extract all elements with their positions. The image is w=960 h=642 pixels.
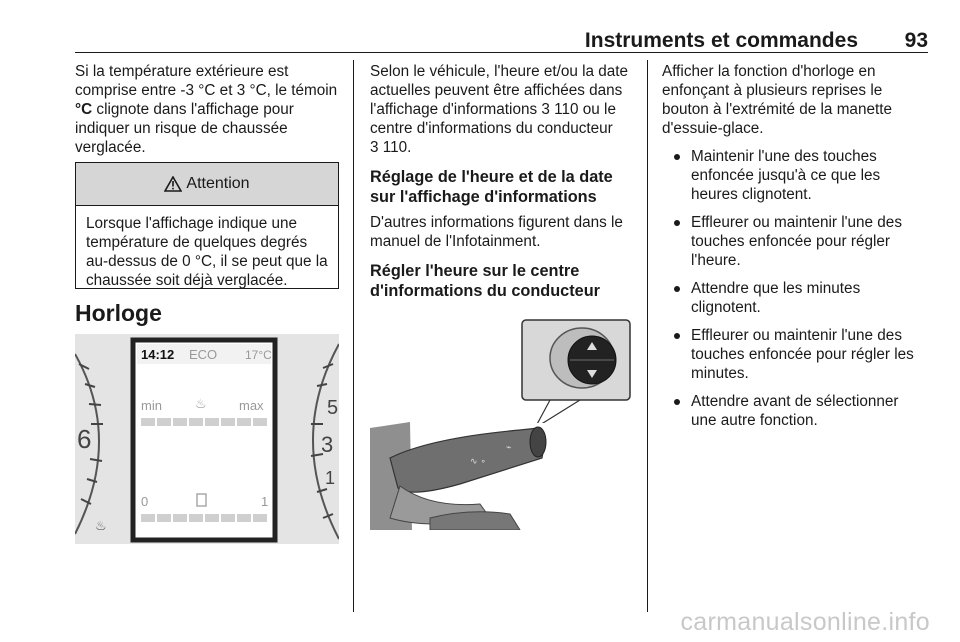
list-item: Attendre que les minutes clignotent. bbox=[662, 279, 928, 317]
display-time: 14:12 bbox=[141, 347, 175, 362]
display-min: min bbox=[141, 398, 162, 413]
clock-intro bbox=[370, 62, 634, 157]
cluster-display-figure bbox=[75, 334, 339, 544]
svg-text:∿ ∘: ∿ ∘ bbox=[470, 457, 487, 467]
infotainment-note: D'autres informations figurent dans le manuel de l'Infotainment. bbox=[370, 214, 623, 250]
column-2 bbox=[370, 62, 634, 301]
wiper-stalk-figure bbox=[370, 318, 634, 530]
watermark: carmanualsonline.info bbox=[680, 608, 930, 636]
list-item: Effleurer ou maintenir l'une des touches enfoncée pour régler l'heure. bbox=[662, 213, 928, 270]
column-divider-2 bbox=[647, 60, 648, 612]
display-eco: ECO bbox=[189, 347, 218, 362]
attention-title: Attention bbox=[186, 175, 250, 192]
page-ref-1[interactable]: 3 110 bbox=[541, 101, 579, 118]
intro-rest: clignote dans l'affichage pour indiquer un risque de chaussée verglacée. bbox=[75, 101, 294, 156]
coolant-icon: ♨ bbox=[195, 397, 207, 412]
clock-display-intro: Afficher la fonction d'horloge en enfonçant à plusieurs reprises le bouton à l'extrémité de la manette d'essuie-glace. bbox=[662, 63, 892, 137]
clock-intro-text: Selon le véhicule, l'heure et/ou la date actuelles peuvent être affichées dans l'affichage d'informations bbox=[370, 63, 629, 118]
svg-text:⌁: ⌁ bbox=[506, 443, 512, 453]
svg-text:♨: ♨ bbox=[95, 519, 107, 534]
page-ref-2[interactable]: 3 110 bbox=[370, 139, 408, 156]
list-item: Maintenir l'une des touches enfoncée jusqu'à ce que les heures clignotent. bbox=[662, 147, 928, 204]
page-header bbox=[75, 27, 928, 53]
heading-driver-info: Régler l'heure sur le centre d'informations du conducteur bbox=[370, 262, 600, 300]
column-divider-1 bbox=[353, 60, 354, 612]
steps-list bbox=[662, 147, 928, 430]
display-max: max bbox=[239, 398, 264, 413]
attention-body: Lorsque l'affichage indique une température de quelques degrés au-dessus de 0 °C, il se peut que la chaussée soit déjà verglacée. bbox=[86, 215, 328, 289]
heading-info-display: Réglage de l'heure et de la date sur l'affichage d'informations bbox=[370, 168, 613, 206]
display-zero: 0 bbox=[141, 494, 149, 509]
display-one: 1 bbox=[261, 494, 269, 509]
section-title-horloge: Horloge bbox=[75, 300, 162, 326]
page-number: 93 bbox=[904, 29, 928, 52]
header-rule bbox=[75, 52, 928, 53]
column-1 bbox=[75, 62, 341, 157]
dial-right-mid: 3 bbox=[321, 432, 334, 457]
attention-header bbox=[76, 163, 338, 206]
dial-right-bot: 1 bbox=[325, 468, 336, 488]
clock-intro-mid: ou le centre d'informations du conducteur bbox=[370, 101, 616, 137]
list-item: Attendre avant de sélectionner une autre fonction. bbox=[662, 392, 928, 430]
header-title: Instruments et commandes bbox=[584, 29, 858, 52]
intro-text: Si la température extérieure est comprise entre -3 °C et 3 °C, le témoin bbox=[75, 63, 338, 99]
column-3 bbox=[662, 62, 928, 430]
clock-intro-end: . bbox=[407, 139, 412, 156]
warning-triangle-icon bbox=[164, 176, 182, 192]
intro-paragraph bbox=[75, 62, 341, 157]
dial-right-top: 5 bbox=[327, 397, 339, 419]
intro-bold: °C bbox=[75, 101, 93, 118]
dial-left-number: 6 bbox=[77, 424, 92, 454]
attention-box bbox=[75, 162, 339, 289]
list-item: Effleurer ou maintenir l'une des touches enfoncée pour régler les minutes. bbox=[662, 326, 928, 383]
stalk-end-button bbox=[530, 427, 546, 457]
display-temp: 17°C bbox=[245, 348, 272, 362]
